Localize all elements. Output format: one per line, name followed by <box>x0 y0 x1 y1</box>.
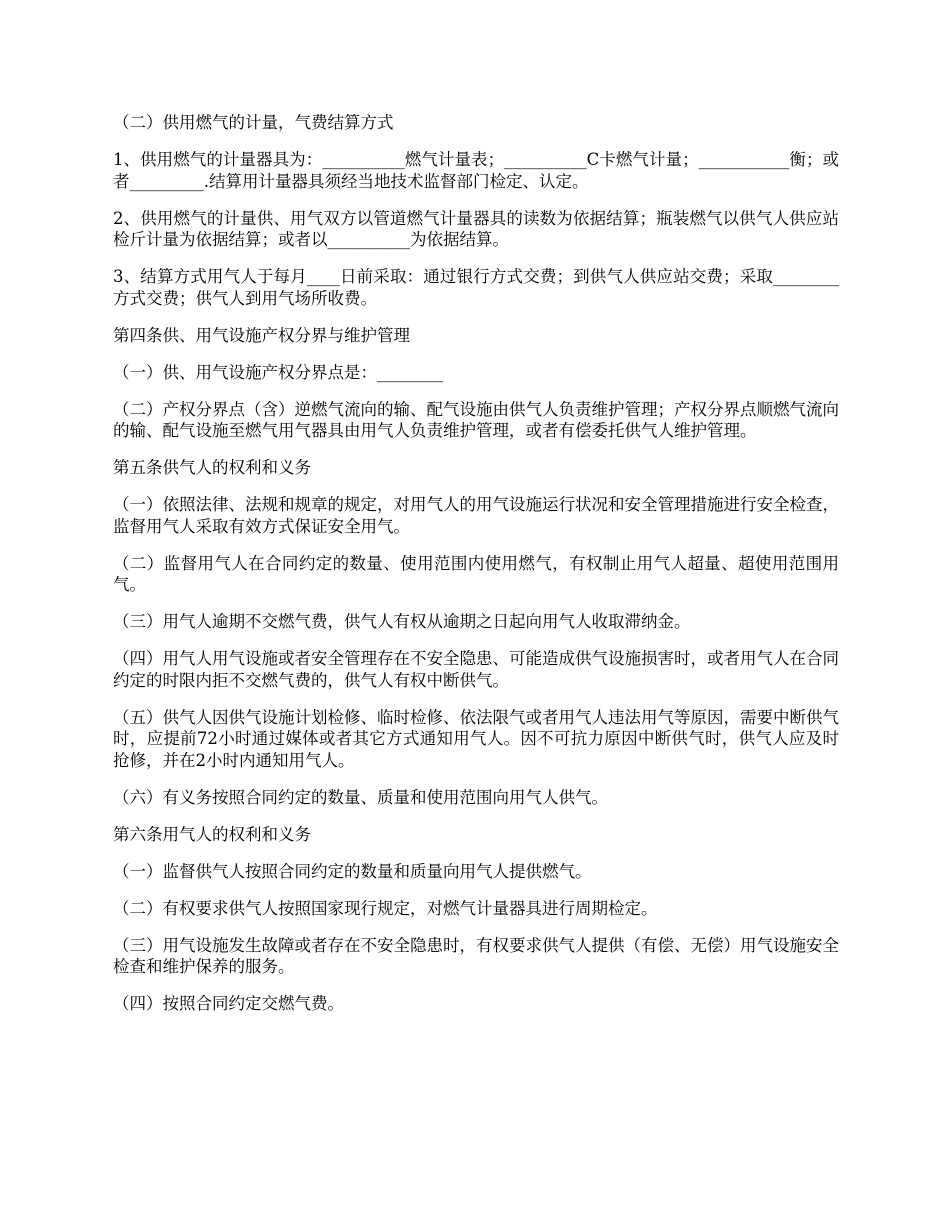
supplier-clause-3: （三）用气人逾期不交燃气费，供气人有权从逾期之日起向用气人收取滞纳金。 <box>113 612 691 631</box>
article-4-heading: 第四条供、用气设施产权分界与维护管理 <box>113 325 410 345</box>
supplier-clause-5: （五）供气人因供气设施计划检修、临时检修、依法限气或者用气人违法用气等原因，需要中断供气时，应提前72小时通过媒体或者其它方式通知用气人。因不可抗力原因中断供气时，供气人应及时抢修，并在2小时内通知用气人。 <box>113 707 839 770</box>
supplier-clause-2: （二）监督用气人在合同约定的数量、使用范围内使用燃气，有权制止用气人超量、超使用范围用气。 <box>113 553 839 594</box>
clause-maintenance-responsibility: （二）产权分界点（含）逆燃气流向的输、配气设施由供气人负责维护管理；产权分界点顺燃气流向的输、配气设施至燃气用气器具由用气人负责维护管理，或者有偿委托供气人维护管理。 <box>113 399 839 440</box>
document-page <box>113 112 839 1030</box>
supplier-clause-6: （六）有义务按照合同约定的数量、质量和使用范围向用气人供气。 <box>113 787 608 807</box>
supplier-clause-4: （四）用气人用气设施或者安全管理存在不安全隐患、可能造成供气设施损害时，或者用气人在合同约定的时限内拒不交燃气费的，供气人有权中断供气。 <box>113 649 839 690</box>
clause-metering-basis: 2、供用燃气的计量供、用气双方以管道燃气计量器具的读数为依据结算；瓶装燃气以供气人供应站检斤计量为依据结算；或者以__________为依据结算。 <box>113 208 839 249</box>
section-heading-metering: （二）供用燃气的计量，气费结算方式 <box>113 113 394 132</box>
clause-metering-instruments: 1、供用燃气的计量器具为：__________燃气计量表；__________C卡燃气计量；___________衡；或者_________.结算用计量器具须经当地技术监督部门检定、认定。 <box>113 150 839 191</box>
article-6-heading: 第六条用气人的权利和义务 <box>113 824 311 844</box>
user-clause-2: （二）有权要求供气人按照国家现行规定，对燃气计量器具进行周期检定。 <box>113 898 658 918</box>
user-clause-1: （一）监督供气人按照合同约定的数量和质量向用气人提供燃气。 <box>113 861 592 881</box>
clause-property-boundary: （一）供、用气设施产权分界点是：________ <box>113 362 443 382</box>
user-clause-3: （三）用气设施发生故障或者存在不安全隐患时，有权要求供气人提供（有偿、无偿）用气设施安全检查和维护保养的服务。 <box>113 935 839 976</box>
clause-settlement-method: 3、结算方式用气人于每月____日前采取：通过银行方式交费；到供气人供应站交费；采取________方式交费；供气人到用气场所收费。 <box>113 267 839 308</box>
user-clause-4: （四）按照合同约定交燃气费。 <box>113 994 344 1013</box>
article-5-heading: 第五条供气人的权利和义务 <box>113 458 311 477</box>
supplier-clause-1: （一）依照法律、法规和规章的规定，对用气人的用气设施运行状况和安全管理措施进行安全检查，监督用气人采取有效方式保证安全用气。 <box>113 495 839 536</box>
